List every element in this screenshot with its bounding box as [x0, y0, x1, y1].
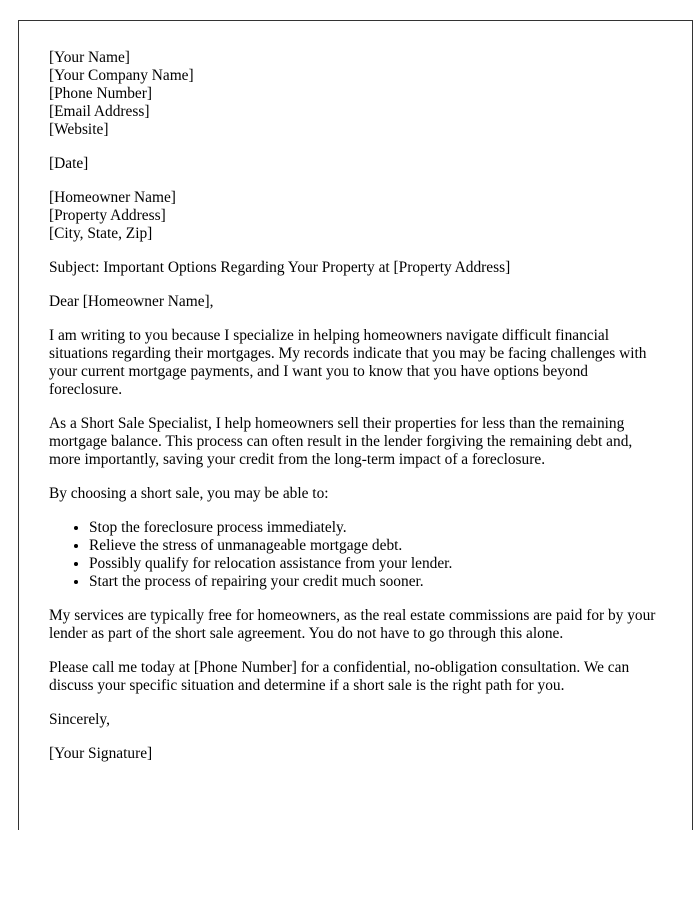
choosing-paragraph: By choosing a short sale, you may be able to:	[49, 485, 329, 502]
closing: Sincerely,	[49, 711, 110, 728]
services-paragraph: My services are typically free for homeowners, as the real estate commissions are paid for by your lender as part of the short sale agreement. You do not have to go through this alone.	[49, 607, 656, 642]
sender-website: [Website]	[49, 121, 109, 138]
recipient-block	[49, 189, 662, 243]
sender-name: [Your Name]	[49, 49, 130, 66]
letter-page	[18, 20, 693, 830]
sender-phone: [Phone Number]	[49, 85, 153, 102]
benefits-list	[49, 519, 662, 591]
list-item: • Stop the foreclosure process immediately.	[89, 519, 662, 537]
specialist-paragraph: As a Short Sale Specialist, I help homeowners sell their properties for less than the remaining mortgage balance. This process can often result in the lender forgiving the remaining debt and, more importantly, saving your credit from the long-term impact of a foreclosure.	[49, 415, 633, 468]
salutation: Dear [Homeowner Name],	[49, 293, 214, 310]
sender-block	[49, 49, 662, 139]
list-item: • Relieve the stress of unmanageable mortgage debt.	[89, 537, 662, 555]
letter-subject: Subject: Important Options Regarding Your Property at [Property Address]	[49, 259, 511, 276]
recipient-city-state-zip: [City, State, Zip]	[49, 225, 153, 242]
list-item: • Start the process of repairing your credit much sooner.	[89, 573, 662, 591]
letter-date: [Date]	[49, 155, 89, 172]
recipient-address: [Property Address]	[49, 207, 166, 224]
call-paragraph: Please call me today at [Phone Number] for a confidential, no-obligation consultation. We can discuss your specific situation and determine if a short sale is the right path for you.	[49, 659, 630, 694]
signature: [Your Signature]	[49, 745, 153, 762]
recipient-name: [Homeowner Name]	[49, 189, 176, 206]
list-item: • Possibly qualify for relocation assistance from your lender.	[89, 555, 662, 573]
sender-company: [Your Company Name]	[49, 67, 194, 84]
sender-email: [Email Address]	[49, 103, 150, 120]
intro-paragraph: I am writing to you because I specialize in helping homeowners navigate difficult financial situations regarding their mortgages. My records indicate that you may be facing challenges with your current mortgage payments, and I want you to know that you have options beyond foreclosure.	[49, 327, 647, 398]
